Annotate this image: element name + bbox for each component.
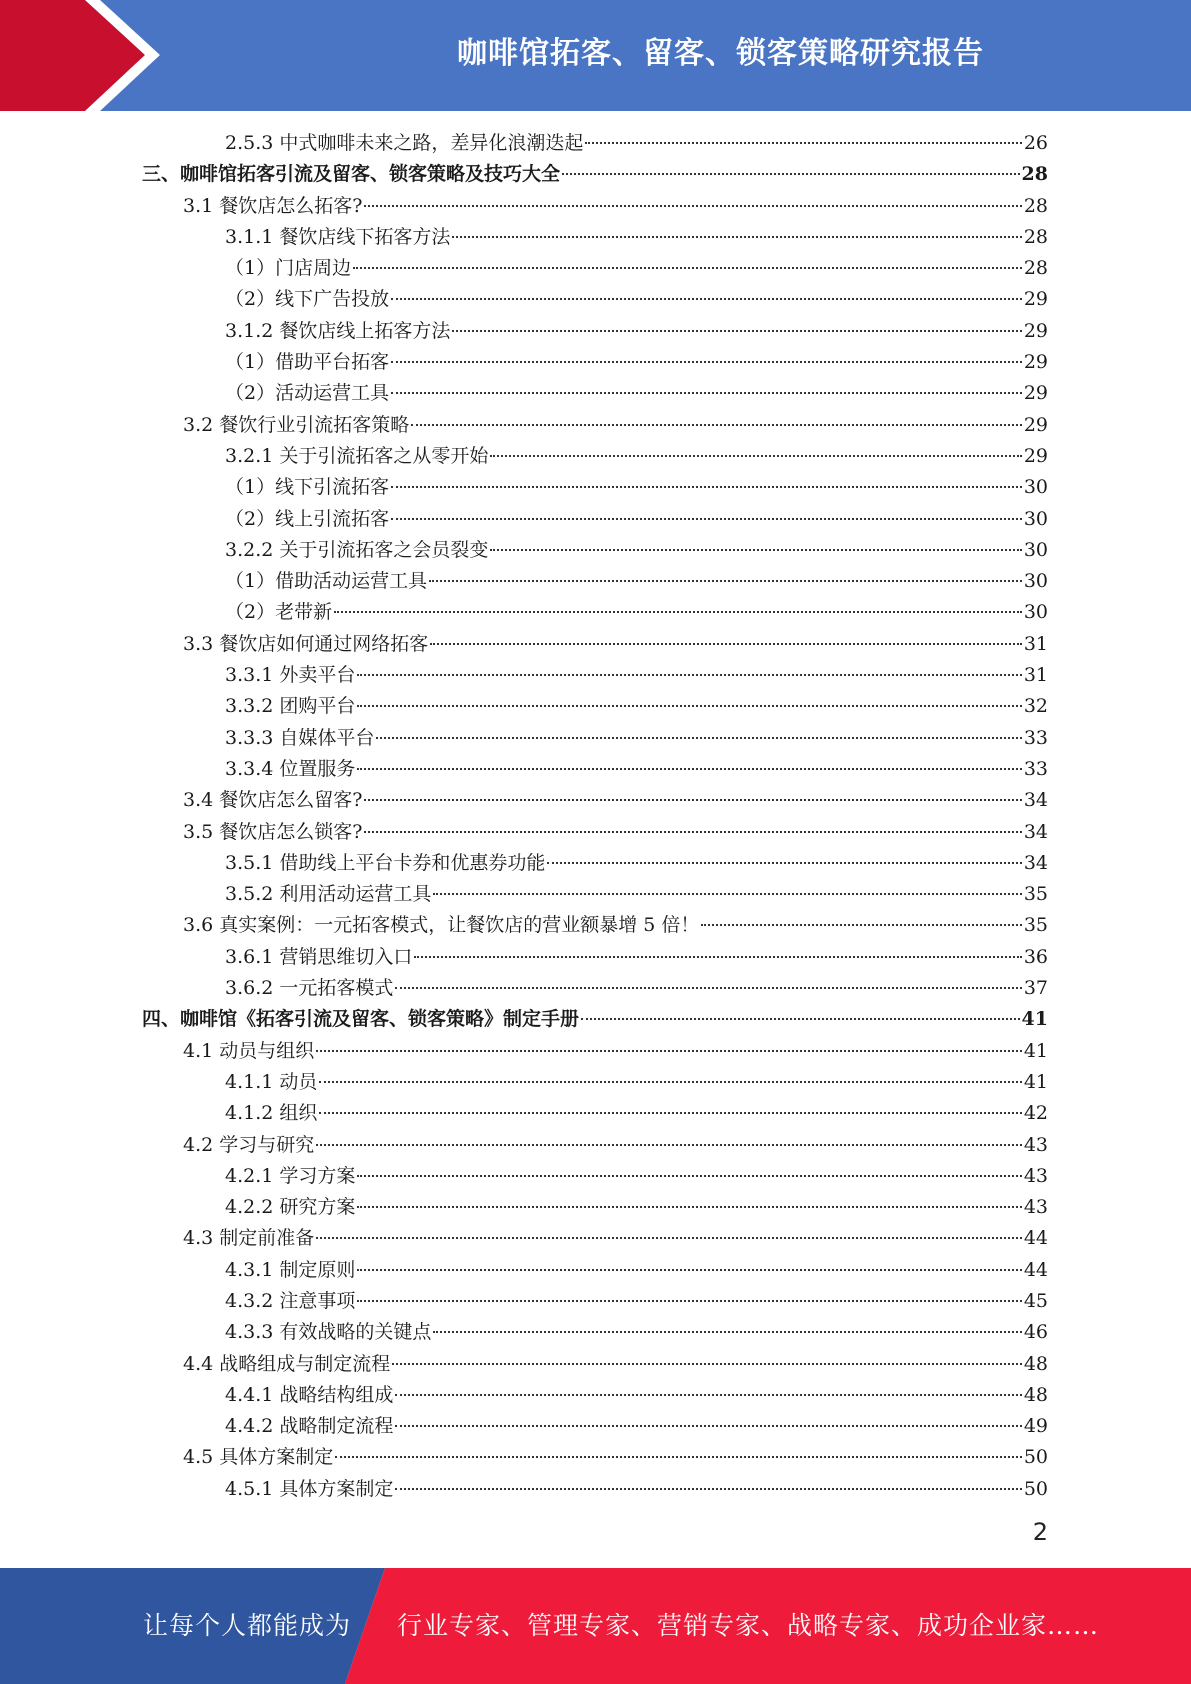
toc-dot-leader (357, 1206, 1021, 1208)
toc-entry-page: 43 (1023, 1164, 1048, 1187)
toc-dot-leader (391, 298, 1022, 300)
toc-dot-leader (414, 956, 1021, 958)
toc-entry-page: 33 (1023, 757, 1048, 780)
toc-entry-page: 34 (1023, 820, 1048, 843)
toc-entry[interactable] (142, 128, 1048, 159)
toc-entry-title: 4.2.1 学习方案 (225, 1164, 356, 1187)
toc-entry[interactable] (142, 1223, 1048, 1254)
toc-dot-leader (353, 267, 1022, 269)
toc-entry[interactable] (142, 629, 1048, 660)
toc-entry-title: 4.3.3 有效战略的关键点 (225, 1321, 432, 1344)
toc-entry[interactable] (142, 910, 1048, 941)
toc-entry-page: 30 (1023, 538, 1048, 561)
toc-entry-page: 30 (1023, 601, 1048, 624)
page-number: 2 (1032, 1518, 1048, 1546)
toc-entry-page: 50 (1023, 1446, 1048, 1469)
toc-entry-page: 28 (1023, 194, 1048, 217)
toc-dot-leader (701, 924, 1021, 926)
toc-entry[interactable] (142, 535, 1048, 566)
toc-dot-leader (395, 1394, 1021, 1396)
toc-entry-page: 44 (1023, 1227, 1048, 1250)
toc-entry-page: 36 (1023, 945, 1048, 968)
toc-entry[interactable] (142, 1286, 1048, 1317)
toc-dot-leader (585, 142, 1021, 144)
toc-entry[interactable] (142, 1474, 1048, 1505)
toc-dot-leader (429, 580, 1022, 582)
toc-entry-title: 4.3 制定前准备 (183, 1227, 315, 1250)
toc-entry-title: （2）线下广告投放 (225, 288, 390, 311)
toc-entry[interactable] (142, 253, 1048, 284)
toc-entry-title: （1）门店周边 (225, 257, 352, 280)
toc-entry-page: 30 (1023, 507, 1048, 530)
table-of-contents (142, 128, 1048, 1505)
toc-entry[interactable] (142, 1130, 1048, 1161)
toc-entry[interactable] (142, 597, 1048, 628)
toc-entry-title: 3.1.2 餐饮店线上拓客方法 (225, 319, 451, 342)
footer-slogan-left: 让每个人都能成为 (143, 1611, 352, 1640)
toc-entry-title: 4.4.1 战略结构组成 (225, 1383, 394, 1406)
toc-entry[interactable] (142, 817, 1048, 848)
toc-entry-title: 4.3.1 制定原则 (225, 1258, 356, 1281)
toc-entry-page: 34 (1023, 789, 1048, 812)
page-footer (0, 1568, 1191, 1684)
toc-dot-leader (395, 1425, 1021, 1427)
toc-entry[interactable] (142, 191, 1048, 222)
toc-entry-page: 34 (1023, 851, 1048, 874)
toc-entry[interactable] (142, 284, 1048, 315)
toc-entry-title: （1）借助平台拓客 (225, 351, 390, 374)
toc-entry-page: 29 (1023, 444, 1048, 467)
toc-entry-title: （2）活动运营工具 (225, 382, 390, 405)
toc-entry[interactable] (142, 785, 1048, 816)
toc-entry-page: 45 (1023, 1289, 1048, 1312)
toc-dot-leader (335, 1456, 1022, 1458)
toc-entry[interactable] (142, 504, 1048, 535)
toc-entry-page: 35 (1023, 914, 1048, 937)
toc-entry[interactable] (142, 472, 1048, 503)
toc-entry[interactable] (142, 1349, 1048, 1380)
toc-entry-page: 50 (1023, 1477, 1048, 1500)
toc-entry-title: （2）线上引流拓客 (225, 507, 390, 530)
toc-dot-leader (581, 1018, 1020, 1020)
toc-dot-leader (357, 768, 1021, 770)
toc-entry-page: 49 (1023, 1415, 1048, 1438)
toc-entry[interactable] (142, 1317, 1048, 1348)
toc-dot-leader (490, 455, 1021, 457)
toc-dot-leader (357, 1269, 1021, 1271)
toc-entry[interactable] (142, 1067, 1048, 1098)
toc-entry[interactable] (142, 660, 1048, 691)
toc-entry[interactable] (142, 754, 1048, 785)
toc-entry-page: 41 (1023, 1039, 1048, 1062)
toc-entry-page: 32 (1023, 695, 1048, 718)
toc-dot-leader (391, 392, 1022, 394)
toc-entry-page: 48 (1023, 1383, 1048, 1406)
toc-dot-leader (357, 674, 1021, 676)
toc-entry-page: 29 (1023, 319, 1048, 342)
toc-dot-leader (316, 1144, 1022, 1146)
toc-entry[interactable] (142, 410, 1048, 441)
toc-dot-leader (391, 518, 1022, 520)
toc-entry[interactable] (142, 1161, 1048, 1192)
toc-entry-title: 4.5.1 具体方案制定 (225, 1477, 394, 1500)
toc-dot-leader (319, 1112, 1021, 1114)
toc-dot-leader (364, 831, 1021, 833)
toc-dot-leader (357, 705, 1021, 707)
toc-entry[interactable] (142, 973, 1048, 1004)
toc-entry-title: 4.2.2 研究方案 (225, 1196, 356, 1219)
document-title: 咖啡馆拓客、留客、锁客策略研究报告 (457, 36, 984, 71)
toc-entry-title: （1）借助活动运营工具 (225, 570, 428, 593)
toc-entry-title: 3.6.2 一元拓客模式 (225, 977, 394, 1000)
toc-dot-leader (433, 1331, 1021, 1333)
toc-entry-title: 4.3.2 注意事项 (225, 1289, 356, 1312)
toc-entry[interactable] (142, 1036, 1048, 1067)
toc-entry-page: 43 (1023, 1196, 1048, 1219)
toc-entry[interactable] (142, 1255, 1048, 1286)
toc-entry[interactable] (142, 942, 1048, 973)
toc-entry-title: 3.3.3 自媒体平台 (225, 726, 375, 749)
toc-entry-title: 3.6.1 营销思维切入口 (225, 945, 413, 968)
toc-entry-page: 35 (1023, 883, 1048, 906)
toc-entry-title: 3.3.4 位置服务 (225, 757, 356, 780)
toc-dot-leader (452, 330, 1021, 332)
toc-entry[interactable] (142, 879, 1048, 910)
toc-entry-page: 46 (1023, 1321, 1048, 1344)
toc-dot-leader (316, 1050, 1022, 1052)
toc-entry-page: 31 (1023, 632, 1048, 655)
toc-entry-title: 4.5 具体方案制定 (183, 1446, 334, 1469)
toc-entry-title: （1）线下引流拓客 (225, 476, 390, 499)
toc-entry-title: 3.3.2 团购平台 (225, 695, 356, 718)
toc-entry-title: 4.1 动员与组织 (183, 1039, 315, 1062)
toc-dot-leader (430, 643, 1022, 645)
toc-dot-leader (364, 799, 1021, 801)
toc-entry-page: 30 (1023, 570, 1048, 593)
toc-entry-page: 29 (1023, 382, 1048, 405)
toc-entry-page: 33 (1023, 726, 1048, 749)
toc-entry-page: 28 (1021, 163, 1048, 186)
toc-entry-page: 30 (1023, 476, 1048, 499)
toc-entry[interactable] (142, 1411, 1048, 1442)
toc-entry-title: 3.5.1 借助线上平台卡券和优惠券功能 (225, 851, 546, 874)
toc-entry-title: 3.2 餐饮行业引流拓客策略 (183, 413, 410, 436)
toc-entry-page: 48 (1023, 1352, 1048, 1375)
toc-entry-page: 28 (1023, 225, 1048, 248)
toc-entry-title: 4.2 学习与研究 (183, 1133, 315, 1156)
toc-entry-page: 26 (1023, 132, 1048, 154)
toc-entry[interactable] (142, 566, 1048, 597)
toc-entry-page: 44 (1023, 1258, 1048, 1281)
toc-entry[interactable] (142, 723, 1048, 754)
toc-entry[interactable] (142, 222, 1048, 253)
toc-entry[interactable] (142, 378, 1048, 409)
toc-entry-title: 3.1 餐饮店怎么拓客? (183, 194, 363, 217)
toc-dot-leader (395, 987, 1021, 989)
toc-entry[interactable] (142, 159, 1048, 190)
toc-entry-page: 31 (1023, 664, 1048, 687)
toc-dot-leader (490, 549, 1021, 551)
toc-entry[interactable] (142, 1442, 1048, 1473)
toc-entry-page: 37 (1023, 977, 1048, 1000)
toc-entry-title: 2.5.3 中式咖啡未来之路，差异化浪潮迭起 (225, 132, 584, 154)
toc-entry[interactable] (142, 441, 1048, 472)
toc-dot-leader (319, 1081, 1021, 1083)
toc-entry-title: 3.2.1 关于引流拓客之从零开始 (225, 444, 489, 467)
footer-slogan-right: 行业专家、管理专家、营销专家、战略专家、成功企业家…… (397, 1611, 1100, 1640)
toc-entry-title: 4.4 战略组成与制定流程 (183, 1352, 391, 1375)
toc-entry[interactable] (142, 1192, 1048, 1223)
toc-entry[interactable] (142, 1380, 1048, 1411)
toc-entry-title: 3.5.2 利用活动运营工具 (225, 883, 432, 906)
toc-dot-leader (376, 737, 1021, 739)
toc-dot-leader (547, 862, 1021, 864)
toc-entry-page: 41 (1021, 1008, 1048, 1031)
toc-entry[interactable] (142, 1098, 1048, 1129)
toc-dot-leader (364, 205, 1021, 207)
toc-entry[interactable] (142, 691, 1048, 722)
page-header (0, 0, 1191, 111)
toc-entry-page: 28 (1023, 257, 1048, 280)
toc-entry[interactable] (142, 1004, 1048, 1035)
toc-entry-page: 29 (1023, 351, 1048, 374)
toc-dot-leader (392, 1363, 1022, 1365)
toc-entry-title: 四、咖啡馆《拓客引流及留客、锁客策略》制定手册 (142, 1008, 580, 1031)
toc-entry-title: 3.3 餐饮店如何通过网络拓客 (183, 632, 429, 655)
toc-dot-leader (357, 1175, 1021, 1177)
toc-entry[interactable] (142, 347, 1048, 378)
toc-entry-title: （2）老带新 (225, 601, 333, 624)
toc-entry[interactable] (142, 316, 1048, 347)
toc-dot-leader (395, 1488, 1021, 1490)
toc-dot-leader (411, 424, 1022, 426)
toc-dot-leader (391, 486, 1022, 488)
toc-entry-title: 3.4 餐饮店怎么留客? (183, 789, 363, 812)
toc-dot-leader (391, 361, 1022, 363)
toc-entry-page: 29 (1023, 413, 1048, 436)
toc-entry-title: 3.6 真实案例：一元拓客模式，让餐饮店的营业额暴增 5 倍！ (183, 914, 700, 937)
toc-entry-title: 4.1.2 组织 (225, 1102, 318, 1125)
toc-entry-title: 4.4.2 战略制定流程 (225, 1415, 394, 1438)
toc-dot-leader (357, 1300, 1021, 1302)
toc-entry-page: 29 (1023, 288, 1048, 311)
toc-dot-leader (334, 611, 1022, 613)
toc-dot-leader (562, 173, 1020, 175)
toc-dot-leader (452, 236, 1021, 238)
toc-entry-title: 3.5 餐饮店怎么锁客? (183, 820, 363, 843)
toc-entry-page: 43 (1023, 1133, 1048, 1156)
toc-entry-title: 三、咖啡馆拓客引流及留客、锁客策略及技巧大全 (142, 163, 561, 186)
toc-entry[interactable] (142, 848, 1048, 879)
toc-entry-title: 3.1.1 餐饮店线下拓客方法 (225, 225, 451, 248)
toc-dot-leader (433, 893, 1021, 895)
toc-entry-title: 4.1.1 动员 (225, 1070, 318, 1093)
toc-entry-title: 3.3.1 外卖平台 (225, 664, 356, 687)
toc-dot-leader (316, 1237, 1022, 1239)
toc-entry-title: 3.2.2 关于引流拓客之会员裂变 (225, 538, 489, 561)
toc-entry-page: 42 (1023, 1102, 1048, 1125)
toc-entry-page: 41 (1023, 1070, 1048, 1093)
